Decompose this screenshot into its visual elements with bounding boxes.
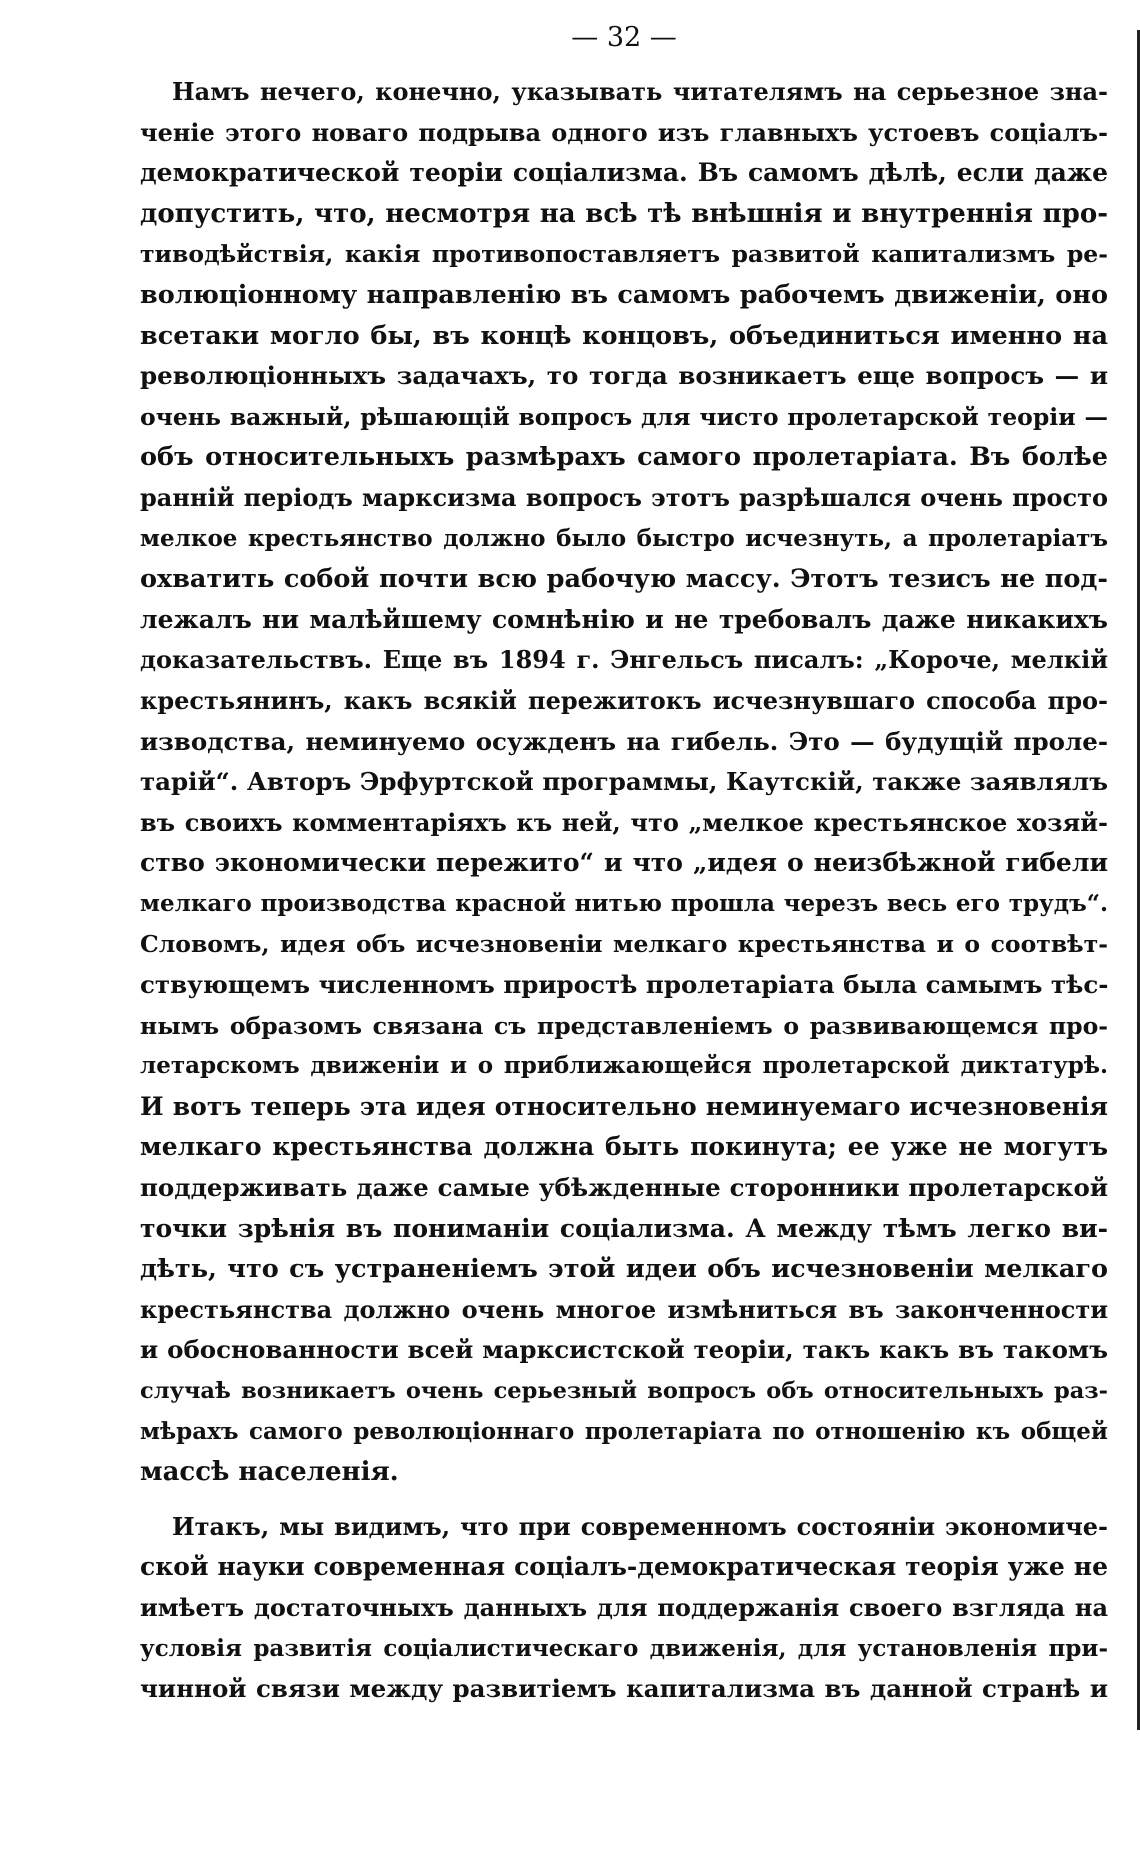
text-line: чинной связи между развитіемъ капитализма въ данной странѣ и [140,1674,1108,1704]
text-line: ранній періодъ марксизма вопросъ этотъ разрѣшался очень просто [140,482,1108,512]
text-line: ство экономически пережито“ и что „идея о неизбѣжной гибели [140,848,1108,878]
text-line: мелкое крестьянство должно было быстро исчезнуть, а пролетаріатъ [140,524,1108,552]
paragraph-gap [140,1493,1108,1507]
text-line: волюціонному направленію въ самомъ рабочемъ движеніи, оно [140,279,1108,310]
text-line: дѣть, что съ устраненіемъ этой идеи объ исчезновеніи мелкаго [140,1254,1108,1285]
text-line: изводства, неминуемо осужденъ на гибель. Это — будущій проле- [140,726,1108,756]
text-line: крестьянства должно очень многое измѣниться въ законченности [140,1294,1108,1324]
text-line: въ своихъ комментаріяхъ къ ней, что „мелкое крестьянское хозяй- [140,807,1108,837]
text-line: мелкаго крестьянства должна быть покинута; ее уже не могутъ [140,1132,1108,1162]
book-page [140,18,1108,1710]
text-line: объ относительныхъ размѣрахъ самого пролетаріата. Въ болѣе [140,442,1108,473]
page-number: — 32 — [571,22,677,53]
text-line: всетаки могло бы, въ концѣ концовъ, объединиться именно на [140,320,1108,351]
body-text [140,72,1108,1710]
text-line: летарскомъ движеніи и о приближающейся пролетарской диктатурѣ. [140,1052,1108,1080]
text-line: точки зрѣнія въ пониманіи соціализма. А между тѣмъ легко ви- [140,1213,1108,1243]
text-line: очень важный, рѣшающій вопросъ для чисто пролетарской теоріи — [140,402,1108,431]
text-line: тиводѣйствія, какія противопоставляетъ развитой капитализмъ ре- [140,240,1108,269]
paragraph [140,72,1108,1493]
text-line: демократической теоріи соціализма. Въ самомъ дѣлѣ, если даже [140,158,1108,188]
text-line: имѣетъ достаточныхъ данныхъ для поддержанія своего взгляда на [140,1592,1108,1622]
text-line: нымъ образомъ связана съ представленіемъ о развивающемся про- [140,1011,1108,1040]
text-line: доказательствъ. Еще въ 1894 г. Энгельсъ писалъ: „Короче, мелкій [140,645,1108,675]
text-line: и обоснованности всей марксистской теоріи, такъ какъ въ такомъ [140,1335,1108,1365]
text-line: поддерживать даже самые убѣжденные сторонники пролетарской [140,1173,1108,1203]
text-line: ченіе этого новаго подрыва одного изъ главныхъ устоевъ соціалъ- [140,117,1108,147]
text-line: массѣ населенія. [140,1457,399,1488]
text-line: Итакъ, мы видимъ, что при современномъ состояніи экономиче- [172,1511,1108,1541]
text-line: допустить, что, несмотря на всѣ тѣ внѣшнія и внутреннія про- [140,198,1108,229]
text-line: охватить собой почти всю рабочую массу. Этотъ тезисъ не под- [140,564,1108,595]
text-line: Намъ нечего, конечно, указывать читателямъ на серьезное зна- [172,77,1108,106]
text-line: крестьянинъ, какъ всякій пережитокъ исчезнувшаго способа про- [140,685,1108,715]
paragraph [140,1507,1108,1710]
text-line: тарій“. Авторъ Эрфуртской программы, Каутскій, также заявлялъ [140,767,1108,797]
text-line: условія развитія соціалистическаго движенія, для установленія при- [140,1634,1108,1662]
text-line: И вотъ теперь эта идея относительно неминуемаго исчезновенія [140,1091,1108,1121]
text-line: ской науки современная соціалъ-демократическая теорія уже не [140,1552,1108,1582]
text-line: революціонныхъ задачахъ, то тогда возникаетъ еще вопросъ — и [140,361,1108,391]
text-line: мелкаго производства красной нитью прошла черезъ весь его трудъ“. [140,889,1108,917]
text-line: лежалъ ни малѣйшему сомнѣнію и не требовалъ даже никакихъ [140,604,1108,634]
text-line: случаѣ возникаетъ очень серьезный вопросъ объ относительныхъ раз- [140,1378,1108,1404]
text-line: Словомъ, идея объ исчезновеніи мелкаго крестьянства и о соотвѣт- [140,930,1108,959]
text-line: ствующемъ численномъ приростѣ пролетаріата была самымъ тѣс- [140,970,1108,1000]
text-line: мѣрахъ самого революціоннаго пролетаріата по отношенію къ общей [140,1417,1108,1445]
